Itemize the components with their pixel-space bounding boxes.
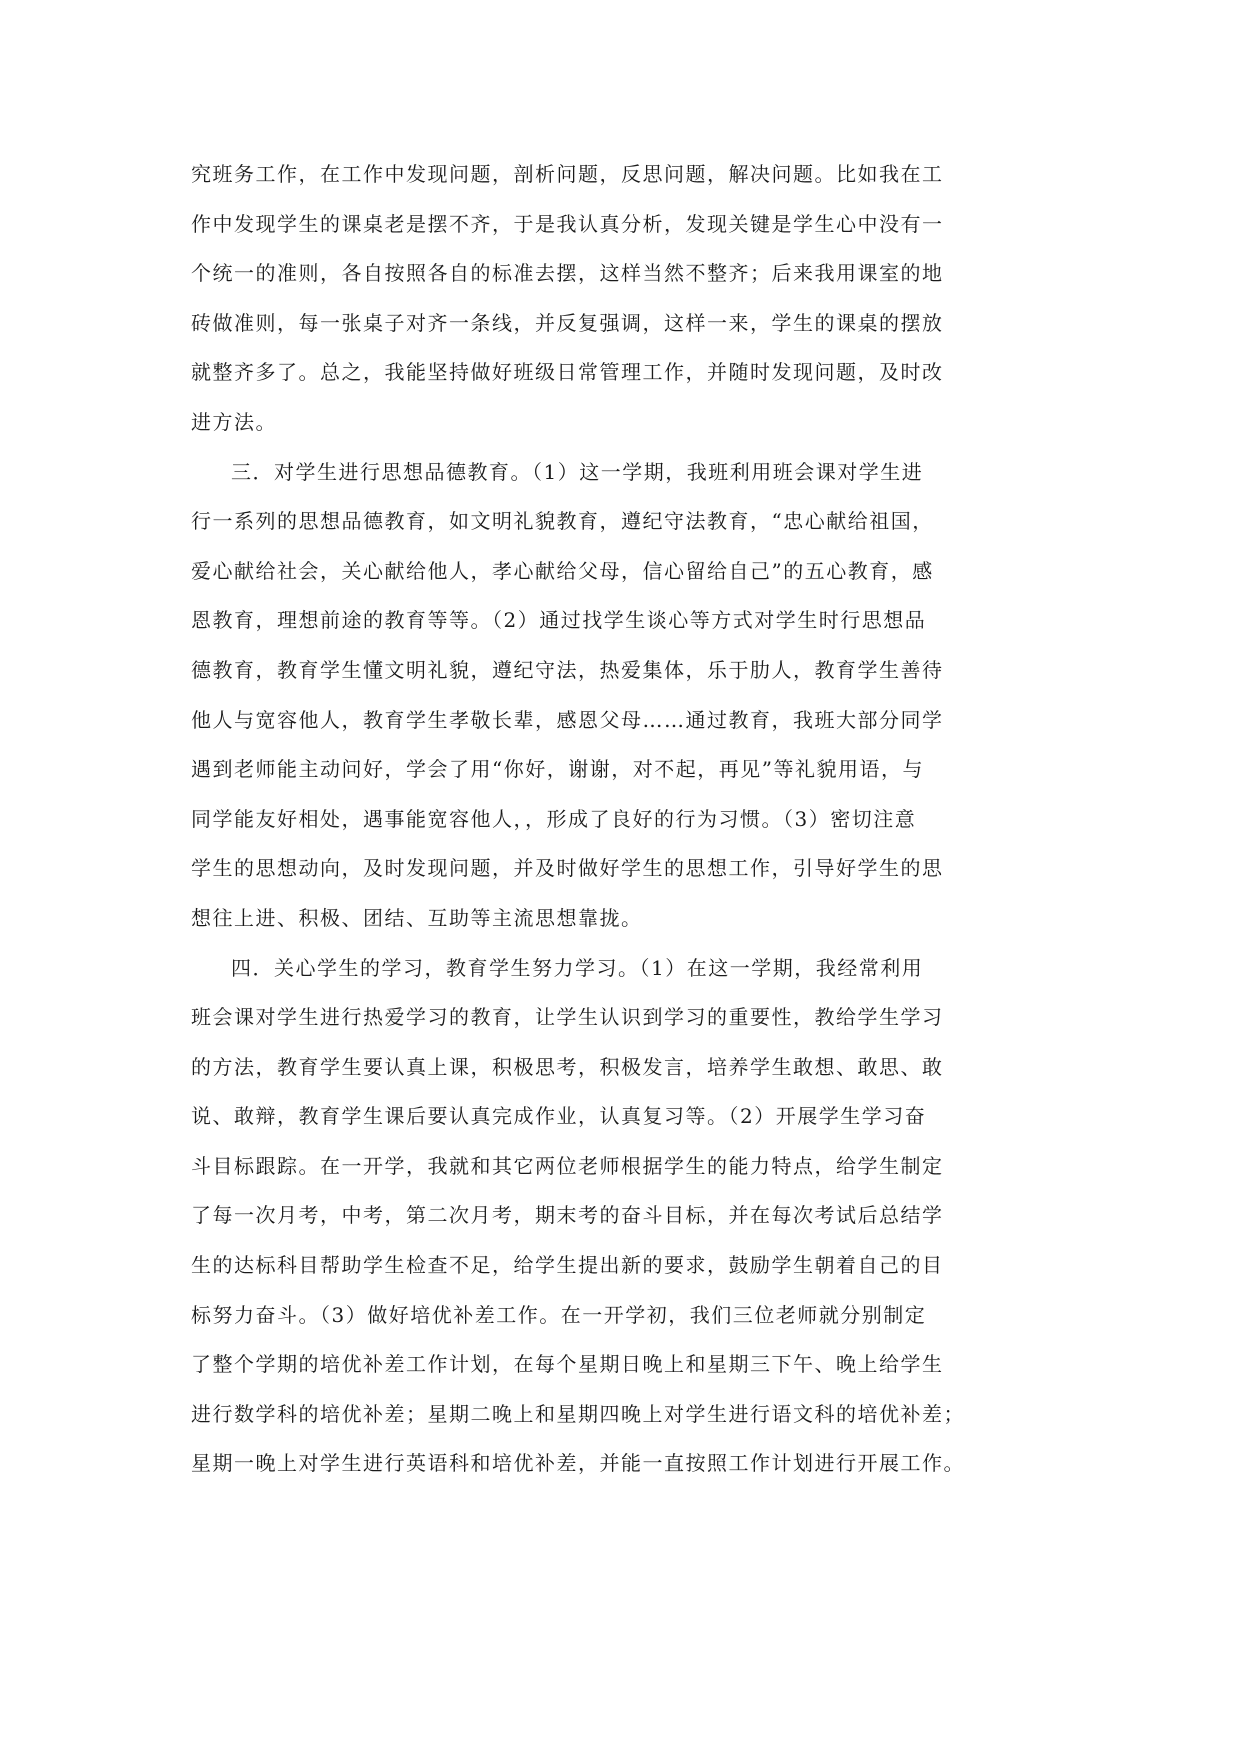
- document-body: [191, 150, 1071, 1489]
- text-line: 个统一的准则，各自按照各自的标准去摆，这样当然不整齐；后来我用课室的地: [191, 261, 944, 286]
- text-line: 作中发现学生的课桌老是摆不齐，于是我认真分析，发现关键是学生心中没有一: [191, 211, 944, 236]
- text-line: 学生的思想动向，及时发现问题，并及时做好学生的思想工作，引导好学生的思: [191, 856, 944, 881]
- text-line: 同学能友好相处，遇事能宽容他人，，形成了良好的行为习惯。（3）密切注意: [191, 806, 917, 831]
- text-line: 星期一晚上对学生进行英语科和培优补差，并能一直按照工作计划进行开展工作。: [191, 1451, 965, 1476]
- text-line: 了整个学期的培优补差工作计划，在每个星期日晚上和星期三下午、晚上给学生: [191, 1352, 944, 1377]
- text-line: 德教育，教育学生懂文明礼貌，遵纪守法，热爱集体，乐于肋人，教育学生善待: [191, 657, 944, 682]
- section-four-first-line: 四．关心学生的学习，教育学生努力学习。（1）在这一学期，我经常利用: [231, 955, 924, 980]
- text-line: 爱心献给社会，关心献给他人，孝心献给父母，信心留给自己”的五心教育，感: [191, 558, 934, 583]
- text-line: 了每一次月考，中考，第二次月考，期末考的奋斗目标，并在每次考试后总结学: [191, 1203, 944, 1228]
- text-line: 砖做准则，每一张桌子对齐一条线，并反复强调，这样一来，学生的课桌的摆放: [191, 310, 944, 335]
- text-line: 斗目标跟踪。在一开学，我就和其它两位老师根据学生的能力特点，给学生制定: [191, 1153, 944, 1178]
- text-line: 标努力奋斗。（3）做好培优补差工作。在一开学初，我们三位老师就分别制定: [191, 1302, 927, 1327]
- section-three-first-line: 三．对学生进行思想品德教育。（1）这一学期，我班利用班会课对学生进: [231, 459, 924, 484]
- text-line: 他人与宽容他人，教育学生孝敬长辈，感恩父母……通过教育，我班大部分同学: [191, 707, 944, 732]
- text-line: 班会课对学生进行热爱学习的教育，让学生认识到学习的重要性，教给学生学习: [191, 1005, 944, 1030]
- text-line: 行一系列的思想品德教育，如文明礼貌教育，遵纪守法教育，“忠心献给祖国，: [191, 509, 934, 534]
- text-line: 说、敢辩，教育学生课后要认真完成作业，认真复习等。（2）开展学生学习奋: [191, 1104, 927, 1129]
- text-line: 恩教育，理想前途的教育等等。（2）通过找学生谈心等方式对学生时行思想品: [191, 608, 927, 633]
- text-line: 就整齐多了。总之，我能坚持做好班级日常管理工作，并随时发现问题，及时改: [191, 360, 944, 385]
- text-line: 进方法。: [191, 409, 277, 434]
- text-line: 遇到老师能主动问好，学会了用“你好，谢谢，对不起，再见”等礼貌用语，与: [191, 757, 924, 782]
- text-line: 想往上进、积极、团结、互助等主流思想靠拢。: [191, 905, 643, 930]
- text-line: 究班务工作，在工作中发现问题，剖析问题，反思问题，解决问题。比如我在工: [191, 162, 944, 186]
- text-line: 进行数学科的培优补差；星期二晚上和星期四晚上对学生进行语文科的培优补差；: [191, 1401, 965, 1426]
- text-line: 生的达标科目帮助学生检查不足，给学生提出新的要求，鼓励学生朝着自己的目: [191, 1253, 944, 1278]
- text-line: 的方法，教育学生要认真上课，积极思考，积极发言，培养学生敢想、敢思、敢: [191, 1054, 944, 1079]
